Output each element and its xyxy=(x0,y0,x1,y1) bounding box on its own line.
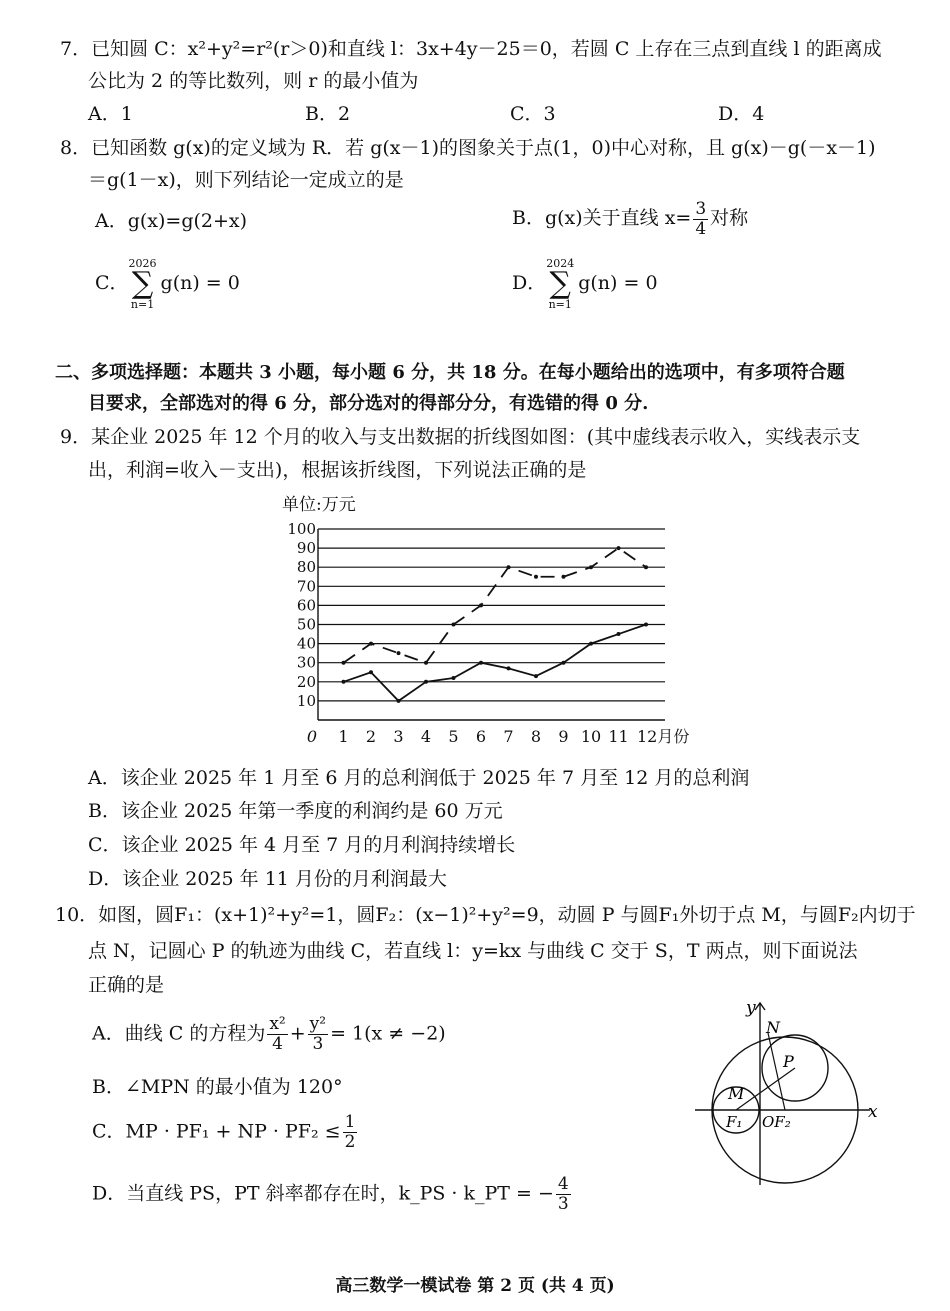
x-tick-label: 1 xyxy=(338,727,349,746)
q8-option-b-suffix: 对称 xyxy=(710,207,749,230)
q8-option-d-sum: 2024 ∑ n=1 xyxy=(546,257,575,311)
q8-line2: ＝g(1－x)，则下列结论一定成立的是 xyxy=(88,169,404,191)
q7-line1: 7．已知圆 C：x²+y²=r²(r＞0)和直线 l：3x+4y－25＝0，若圆 C 上存在三点到直线 l 的距离成 xyxy=(60,38,882,60)
expense-point xyxy=(562,661,566,665)
q8-line1: 8．已知函数 g(x)的定义域为 R．若 g(x－1)的图象关于点(1，0)中心对称，且 g(x)－g(－x－1) xyxy=(60,137,876,159)
q10-line1: 10．如图，圆F₁：(x+1)²+y²=1，圆F₂：(x−1)²+y²=9，动圆 P 与圆F₁外切于点 M，与圆F₂内切于 xyxy=(55,904,916,926)
x-tick-label: 3 xyxy=(393,727,404,746)
q10-circle-figure xyxy=(690,995,890,1195)
y-tick-label: 40 xyxy=(296,634,316,653)
income-point xyxy=(617,546,621,550)
expense-point xyxy=(424,680,428,684)
q7-line2: 公比为 2 的等比数列，则 r 的最小值为 xyxy=(88,70,419,92)
chart-unit-label: 单位:万元 xyxy=(282,495,356,515)
q7-option-b: B．2 xyxy=(305,103,351,125)
q10-option-d: D．当直线 PS，PT 斜率都存在时，k_PS · k_PT = − $\frac{4}{3}$ xyxy=(92,1174,569,1214)
q10-option-b: B．∠MPN 的最小值为 120° xyxy=(92,1076,343,1098)
q8-option-b-fraction: $\frac{3}{4}$ xyxy=(695,199,707,239)
q8-option-c: C． 2026 ∑ n=1 g(n) = 0 xyxy=(95,257,240,311)
q9-line2: 出，利润=收入－支出)，根据该折线图，下列说法正确的是 xyxy=(88,459,587,481)
q9-option-d: D．该企业 2025 年 11 月份的月利润最大 xyxy=(88,868,447,890)
x-tick-label: 11 xyxy=(608,727,629,746)
x-tick-label: 6 xyxy=(475,727,487,746)
x-tick-label: 4 xyxy=(420,727,432,746)
expense-point xyxy=(534,674,538,678)
expense-point xyxy=(589,642,593,646)
x-tick-label: 12月份 xyxy=(637,727,690,746)
income-point xyxy=(342,661,346,665)
q8-option-b xyxy=(512,200,748,238)
x-tick-label: 8 xyxy=(530,727,542,746)
label-f1: F₁ xyxy=(726,1113,743,1131)
section2-line2: 目要求，全部选对的得 6 分，部分选对的得部分分，有选错的得 0 分. xyxy=(88,393,649,414)
q9-line1: 9．某企业 2025 年 12 个月的收入与支出数据的折线图如图：(其中虚线表示收入，实线表示支 xyxy=(60,426,861,448)
q8-option-d: D． 2024 ∑ n=1 g(n) = 0 xyxy=(512,257,658,311)
income-point xyxy=(534,575,538,579)
y-tick-label: 70 xyxy=(296,577,316,596)
q7-option-a: A．1 xyxy=(88,103,133,125)
label-y: y xyxy=(746,998,756,1018)
q8-option-b-text: B．g(x)关于直线 x= xyxy=(512,207,692,230)
y-tick-label: 50 xyxy=(296,615,316,634)
label-m: M xyxy=(728,1084,745,1103)
label-n: N xyxy=(766,1018,780,1037)
y-tick-label: 60 xyxy=(296,596,316,615)
q9-option-c: C．该企业 2025 年 4 月至 7 月的月利润持续增长 xyxy=(88,834,516,856)
q7-option-d: D．4 xyxy=(718,103,765,125)
income-point xyxy=(369,642,373,646)
expense-point xyxy=(397,699,401,703)
q10-line3: 正确的是 xyxy=(88,974,165,996)
income-point xyxy=(589,565,593,569)
section2-line1: 二、多项选择题：本题共 3 小题，每小题 6 分，共 18 分。在每小题给出的选项中，有多项符合题 xyxy=(55,362,845,383)
expense-point xyxy=(507,666,511,670)
income-point xyxy=(397,651,401,655)
q10-line2: 点 N，记圆心 P 的轨迹为曲线 C，若直线 l：y=kx 与曲线 C 交于 S，T 两点，则下面说法 xyxy=(88,940,858,962)
y-tick-label: 90 xyxy=(296,539,316,558)
q10-option-a: A．曲线 C 的方程为 $\frac{\text{x²}}{4}$ + $\frac{\text{y²}}{3}$ = 1(x ≠ −2) xyxy=(92,1014,446,1054)
x-tick-label: 9 xyxy=(558,727,569,746)
q7-option-c: C．3 xyxy=(510,103,556,125)
income-point xyxy=(479,603,483,607)
y-tick-label: 30 xyxy=(296,653,316,672)
income-point xyxy=(507,565,511,569)
q8-option-c-sum: 2026 ∑ n=1 xyxy=(128,257,157,311)
income-point xyxy=(424,661,428,665)
q10-option-c: C．MP · PF₁ + NP · PF₂ ≤ $\frac{1}{2}$ xyxy=(92,1112,356,1152)
income-point xyxy=(452,623,456,627)
expense-point xyxy=(369,670,373,674)
q8-option-a: A．g(x)=g(2+x) xyxy=(95,210,248,232)
label-p: P xyxy=(783,1052,794,1071)
q9-option-a: A．该企业 2025 年 1 月至 6 月的总利润低于 2025 年 7 月至 12 月的总利润 xyxy=(88,767,750,789)
income-point xyxy=(644,565,648,569)
page-footer: 高三数学一模试卷 第 2 页 (共 4 页) xyxy=(335,1276,615,1296)
income-point xyxy=(562,575,566,579)
x-tick-label: 2 xyxy=(365,727,377,746)
y-tick-label: 10 xyxy=(296,691,316,710)
q9-option-b: B．该企业 2025 年第一季度的利润约是 60 万元 xyxy=(88,800,503,822)
y-tick-label: 100 xyxy=(287,520,316,538)
y-tick-label: 20 xyxy=(296,672,316,691)
label-of2: OF₂ xyxy=(762,1113,791,1131)
expense-point xyxy=(452,676,456,680)
x-tick-label: 5 xyxy=(448,727,459,746)
line-f2-n xyxy=(768,1033,785,1110)
expense-point xyxy=(342,680,346,684)
origin-label: 0 xyxy=(306,727,318,746)
expense-point xyxy=(479,661,483,665)
expense-point xyxy=(617,632,621,636)
x-tick-label: 7 xyxy=(503,727,514,746)
q9-line-chart xyxy=(0,488,950,758)
expense-point xyxy=(644,623,648,627)
y-tick-label: 80 xyxy=(296,558,316,577)
label-x: x xyxy=(868,1102,878,1122)
x-tick-label: 10 xyxy=(580,727,602,746)
